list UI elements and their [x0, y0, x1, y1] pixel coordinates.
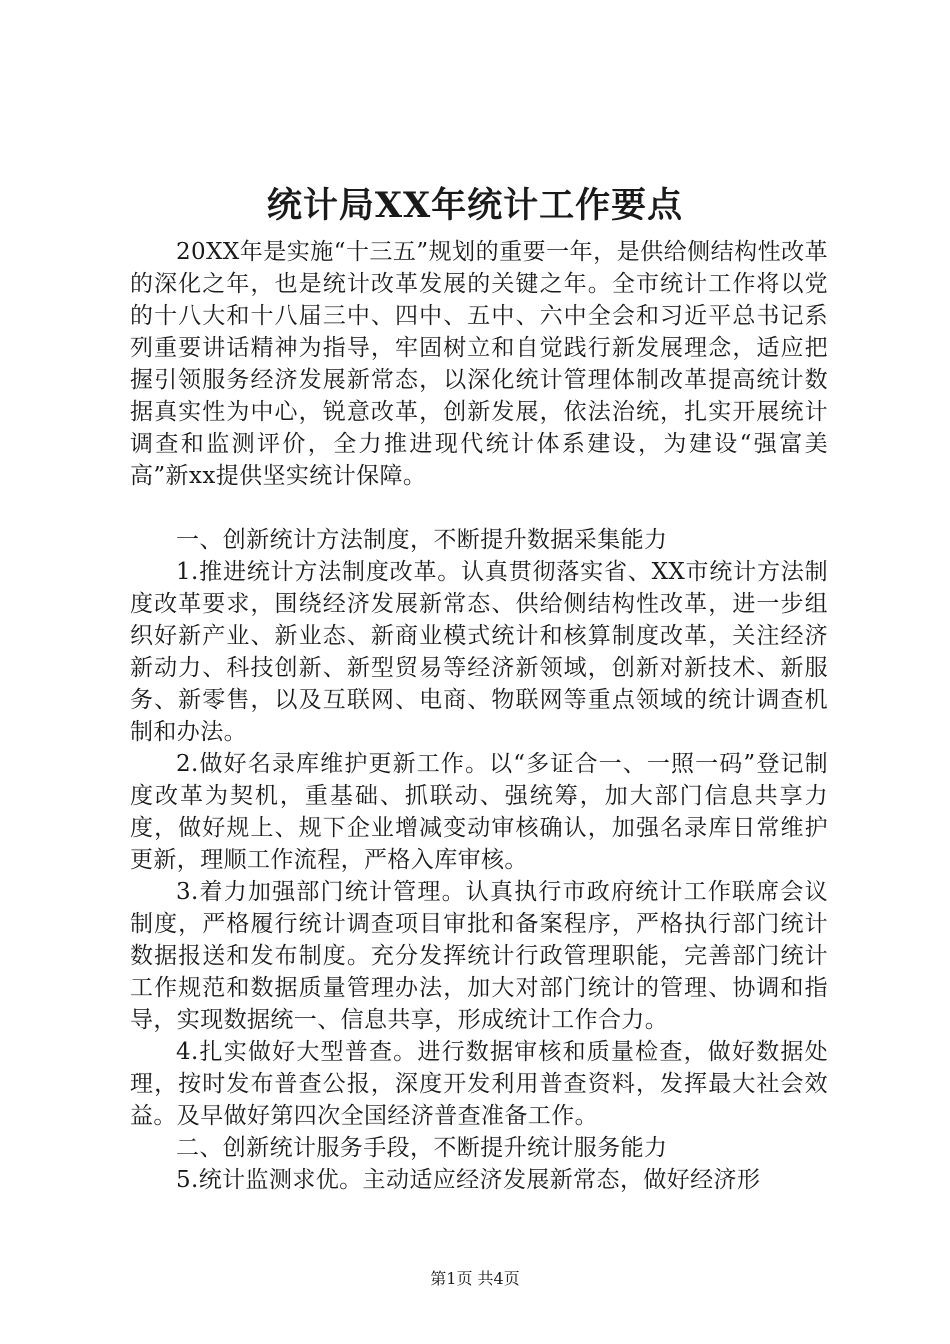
- document-title: 统计局XX年统计工作要点: [266, 185, 684, 226]
- item-paragraph-3: 3.着力加强部门统计管理。认真执行市政府统计工作联席会议制度，严格履行统计调查项目审批和备案程序，严格执行部门统计数据报送和发布制度。充分发挥统计行政管理职能，完善部门统计工作规范和数据质量管理办法，加大对部门统计的管理、协调和指导，实现数据统一、信息共享，形成统计工作合力。: [130, 879, 828, 1033]
- item-paragraph-1: 1.推进统计方法制度改革。认真贯彻落实省、XX市统计方法制度改革要求，围绕经济发展新常态、供给侧结构性改革，进一步组织好新产业、新业态、新商业模式统计和核算制度改革，关注经济新动力、科技创新、新型贸易等经济新领域，创新对新技术、新服务、新零售，以及互联网、电商、物联网等重点领域的统计调查机制和办法。: [130, 559, 828, 745]
- item-paragraph-4: 4.扎实做好大型普查。进行数据审核和质量检查，做好数据处理，按时发布普查公报，深度开发利用普查资料，发挥最大社会效益。及早做好第四次全国经济普查准备工作。: [130, 1039, 828, 1129]
- page-footer: 第1页 共4页: [430, 1269, 520, 1288]
- item-paragraph-2: 2.做好名录库维护更新工作。以“多证合一、一照一码”登记制度改革为契机，重基础、抓联动、强统筹，加大部门信息共享力度，做好规上、规下企业增减变动审核确认，加强名录库日常维护更新，理顺工作流程，严格入库审核。: [130, 751, 828, 873]
- document-body: [130, 236, 828, 1196]
- item-paragraph-5: 5.统计监测求优。主动适应经济发展新常态，做好经济形: [176, 1167, 761, 1193]
- section-heading-1: 一、创新统计方法制度，不断提升数据采集能力: [176, 527, 668, 553]
- section-heading-2: 二、创新统计服务手段，不断提升统计服务能力: [176, 1135, 668, 1161]
- intro-paragraph: 20XX年是实施“十三五”规划的重要一年，是供给侧结构性改革的深化之年，也是统计改革发展的关键之年。全市统计工作将以党的十八大和十八届三中、四中、五中、六中全会和习近平总书记系列重要讲话精神为指导，牢固树立和自觉践行新发展理念，适应把握引领服务经济发展新常态，以深化统计管理体制改革提高统计数据真实性为中心，锐意改革，创新发展，依法治统，扎实开展统计调查和监测评价，全力推进现代统计体系建设，为建设“强富美高”新xx提供坚实统计保障。: [130, 239, 828, 489]
